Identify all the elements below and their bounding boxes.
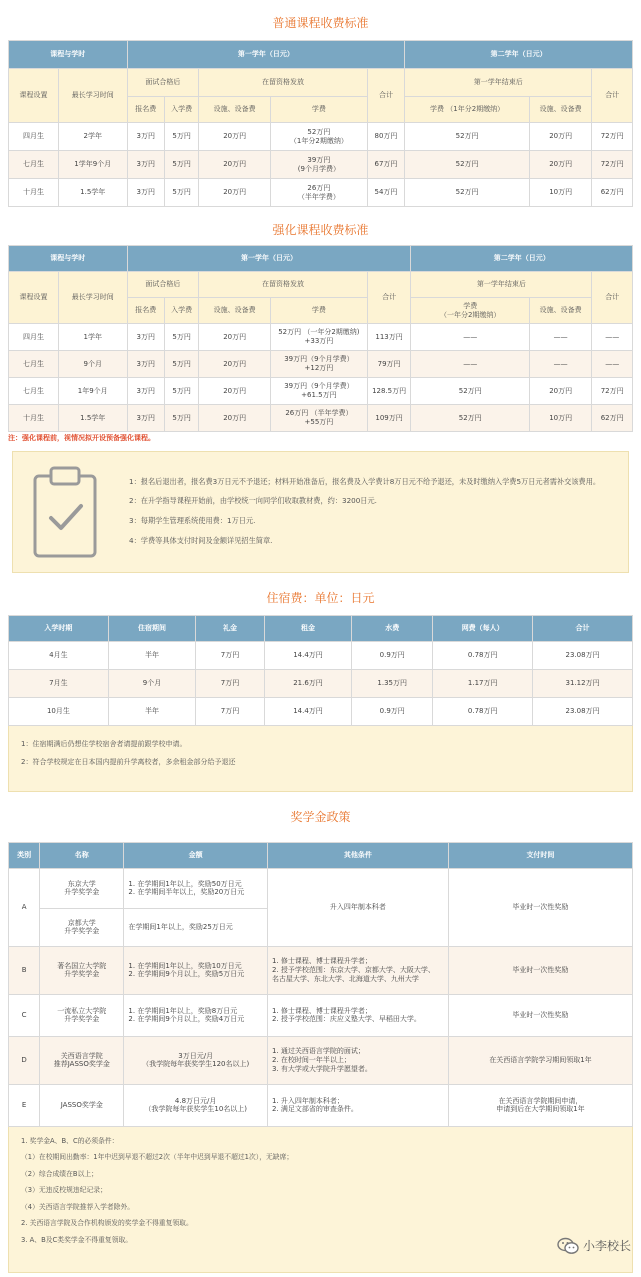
h-facility: 设施、设备费 bbox=[199, 298, 271, 324]
h-tuition2a: 学费 bbox=[463, 301, 478, 310]
brand-name: 小李校长 bbox=[582, 1238, 631, 1253]
table-row: E JASSO奖学金 4.8万日元/月 （我学院每年获奖学生10名以上) 1. 升入四年制本科者； 2. 满足文部省的审查条件。 在关西语言学院期间申请， 申请到后在大学期间领取1年 bbox=[9, 1084, 633, 1126]
h-tuition: 学费 bbox=[271, 298, 368, 324]
housing-table: 入学时期 住宿期间 礼金 租金 水费 网费（每人） 合计 4月生 半年 7万円 14.4万円 0.9万円 0.78万円 23.08万円 7月生 9个月 7万円 21.6万円 1.35万円 1.17万円 31.12万円 10月生 半年 7万円 14.4万円 0.9万円 0.78万円 23.08万円 bbox=[8, 615, 633, 726]
scholarship-note: （1）在校期间出勤率：1年中迟到早退不超过2次（半年中迟到早退不超过1次），无缺席； bbox=[21, 1153, 294, 1162]
table-row: 四月生 2学年 3万円 5万円 20万円 52万円 （1年分2期缴纳） 80万円 52万円 20万円 72万円 bbox=[9, 123, 633, 151]
h-tuition: 学费 bbox=[271, 97, 368, 123]
h-interview: 面试合格后 bbox=[127, 272, 199, 298]
h-app: 报名费 bbox=[127, 97, 164, 123]
h-year1: 第一学年（日元） bbox=[127, 246, 411, 272]
table-row: 七月生 1学年9个月 3万円 5万円 20万円 39万円 (9个月学费） 67万円 52万円 20万円 72万円 bbox=[9, 151, 633, 179]
housing-notes-box bbox=[8, 726, 633, 792]
table-row: C 一流私立大学院 升学奖学金 1. 在学期间1年以上，奖励8万日元 2. 在学期间9个月以上，奖励4万日元 1. 修士课程、博士课程升学者； 2. 授予学校范围：庆应义塾大学、早稻田大学。 毕业时一次性奖励 bbox=[9, 994, 633, 1036]
intensive-fee-title: 强化课程收费标准 bbox=[272, 223, 369, 237]
h-total2: 合计 bbox=[592, 69, 633, 123]
fee-note: 2：在升学指导课程开始前，由学校统一向同学们收取教材费，约：3200日元. bbox=[129, 496, 377, 506]
h-setting: 课程设置 bbox=[9, 69, 59, 123]
h-setting: 课程设置 bbox=[9, 272, 59, 324]
h-total: 合计 bbox=[367, 69, 404, 123]
intensive-fee-table bbox=[8, 245, 633, 432]
regular-fee-table bbox=[8, 40, 633, 207]
table-row: B 著名国立大学院 升学奖学金 1. 在学期间1年以上，奖励10万日元 2. 在学期间9个月以上，奖励5万日元 1. 修士课程、博士课程升学者； 2. 授予学校范围：东京大学、京都大学、大阪大学、 名古屋大学、东北大学、北海道大学、九州大学 毕业时一次性奖励 bbox=[9, 946, 633, 994]
h-year1: 第一学年（日元） bbox=[127, 41, 405, 69]
h-tuition2: 学费 （1年分2期缴纳） bbox=[405, 97, 530, 123]
h-interview: 面试合格后 bbox=[127, 69, 199, 97]
housing-note: 1：住宿期满后仍想住学校宿舍者请提前跟学校申请。 bbox=[21, 739, 187, 748]
scholarship-notes-box bbox=[8, 1127, 633, 1273]
scholarship-note: 2. 关西语言学院及合作机构颁发的奖学金不得重复领取。 bbox=[21, 1219, 193, 1228]
h-tuition2b: （一年分2期缴纳） bbox=[439, 310, 501, 319]
h-facility2: 设施、设备费 bbox=[529, 97, 591, 123]
table-row: 10月生 半年 7万円 14.4万円 0.9万円 0.78万円 23.08万円 bbox=[9, 697, 633, 725]
h-facility2: 设施、设备费 bbox=[529, 298, 591, 324]
fee-notes-box bbox=[12, 451, 629, 573]
h-total: 合计 bbox=[367, 272, 411, 324]
h-enroll: 入学费 bbox=[164, 298, 198, 324]
h-onvisa: 在留资格发放 bbox=[199, 272, 367, 298]
table-row: D 关西语言学院 推荐JASSO奖学金 3万日元/月 （我学院每年获奖学生120名以上) 1. 通过关西语言学院的面试； 2. 在校时间一年半以上； 3. 有大学或大学院升学愿望者。 在关西语言学院学习期间领取1年 bbox=[9, 1036, 633, 1084]
table-row: 4月生 半年 7万円 14.4万円 0.9万円 0.78万円 23.08万円 bbox=[9, 641, 633, 669]
table-row: 7月生 9个月 7万円 21.6万円 1.35万円 1.17万円 31.12万円 bbox=[9, 669, 633, 697]
wechat-icon bbox=[557, 1237, 579, 1255]
fee-note: 3：每期学生管理系统使用费：1万日元. bbox=[129, 516, 256, 526]
scholarship-table: 类别 名称 金额 其他条件 支付时间 A 东京大学 升学奖学金 1. 在学期间1年以上，奖励50万日元 2. 在学期间半年以上，奖励20万日元 升入四年制本科者 毕业时一次性奖励 京都大学 升学奖学金 在学期间1年以上，奖励25万日元 B 著名国立大学院 升学奖学金 1. 在学期间1年以上，奖励10万日元 2. 在学期间9个月以上，奖励5万日元 1. 修士课程、博士课程升学者； 2. 授予学校范围：东京大学、京都大学、大阪大学、 名古屋大学、东北大学、北海道大学、九州大学 毕业时一次性奖励 C 一流私立大学院 升学奖学金 1. 在学期间1年以上，奖励8万日元 2. 在学期间9个月以上，奖励4万日元 1. 修士课程、博士课程升学者； 2. 授予学校范围：庆应义塾大学、早稻田大学。 毕业时一次性奖励 D 关西语言学院 推荐JASSO奖学金 3万日元/月 （我学院每年获奖学生120名以上) 1. 通过关西语言学院的面试； 2. 在校时间一年半以上； 3. 有大学或大学院升学愿望者。 在关西语言学院学习期间领取1年 E JASSO奖学金 4.8万日元/月 （我学院每年获奖学生10名以上) 1. 升入四年制本科者； 2. 满足文部省的审查条件。 在关西语言学院期间申请， 申请到后在大学期间领取1年 bbox=[8, 842, 633, 1127]
h-duration: 最长学习时间 bbox=[58, 272, 127, 324]
scholarship-note: （3）无违反校规违纪记录； bbox=[21, 1186, 107, 1195]
h-afteryear1: 第一学年结束后 bbox=[411, 272, 592, 298]
h-year2: 第二学年（日元） bbox=[405, 41, 633, 69]
table-row: 十月生 1.5学年 3万円 5万円 20万円 26万円 （半年学费） +55万円 109万円 52万円 10万円 62万円 bbox=[9, 405, 633, 432]
table-row: A 东京大学 升学奖学金 1. 在学期间1年以上，奖励50万日元 2. 在学期间半年以上，奖励20万日元 升入四年制本科者 毕业时一次性奖励 bbox=[9, 868, 633, 908]
h-onvisa: 在留资格发放 bbox=[199, 69, 367, 97]
scholarship-note: 3. A、B及C类奖学金不得重复领取。 bbox=[21, 1235, 133, 1244]
housing-title: 住宿费：单位：日元 bbox=[266, 590, 375, 605]
h-facility: 设施、设备费 bbox=[199, 97, 271, 123]
clipboard-check-icon bbox=[29, 464, 101, 560]
h-course: 课程与学时 bbox=[9, 246, 128, 272]
h-year2: 第二学年（日元） bbox=[411, 246, 633, 272]
intensive-note: 注：强化课程前，视情况拟开设预备强化课程。 bbox=[8, 434, 155, 442]
table-row: 四月生 1学年 3万円 5万円 20万円 52万円 （一年分2期缴纳) +33万円 113万円 —— —— —— bbox=[9, 324, 633, 351]
h-app: 报名费 bbox=[127, 298, 164, 324]
h-total2: 合计 bbox=[592, 272, 633, 324]
scholarship-note: （2）综合成绩在B以上； bbox=[21, 1169, 98, 1178]
h-duration: 最长学习时间 bbox=[58, 69, 127, 123]
table-row: 七月生 1年9个月 3万円 5万円 20万円 39万円（9个月学费） +61.5万円 128.5万円 52万円 20万円 72万円 bbox=[9, 378, 633, 405]
scholarship-note: 1. 奖学金A、B、C的必须条件： bbox=[21, 1136, 119, 1145]
regular-fee-title: 普通课程收费标准 bbox=[272, 16, 369, 30]
table-row: 七月生 9个月 3万円 5万円 20万円 39万円（9个月学费） +12万円 79万円 —— —— —— bbox=[9, 351, 633, 378]
scholarship-title: 奖学金政策 bbox=[290, 809, 351, 824]
fee-notes-list bbox=[129, 477, 600, 547]
table-row: 京都大学 升学奖学金 在学期间1年以上，奖励25万日元 bbox=[9, 908, 633, 946]
brand-logo bbox=[557, 1237, 631, 1255]
h-afteryear1: 第一学年结束后 bbox=[405, 69, 592, 97]
h-enroll: 入学费 bbox=[164, 97, 198, 123]
fee-note: 1：报名后退出者，报名费3万日元不予退还；材料开始准备后，报名费及入学费计8万日元不给予退还，未及时缴纳入学费5万日元者需补交该费用。 bbox=[129, 476, 601, 486]
h-course: 课程与学时 bbox=[9, 41, 128, 69]
housing-note: 2：符合学校规定在日本国内提前升学离校者，多余租金部分给予退还 bbox=[21, 757, 236, 766]
scholarship-note: （4）关西语言学院推荐入学者除外。 bbox=[21, 1202, 135, 1211]
fee-note: 4：学费等具体支付时间及金额详见招生简章. bbox=[129, 536, 273, 546]
table-row: 十月生 1.5学年 3万円 5万円 20万円 26万円 （半年学费） 54万円 52万円 10万円 62万円 bbox=[9, 179, 633, 207]
